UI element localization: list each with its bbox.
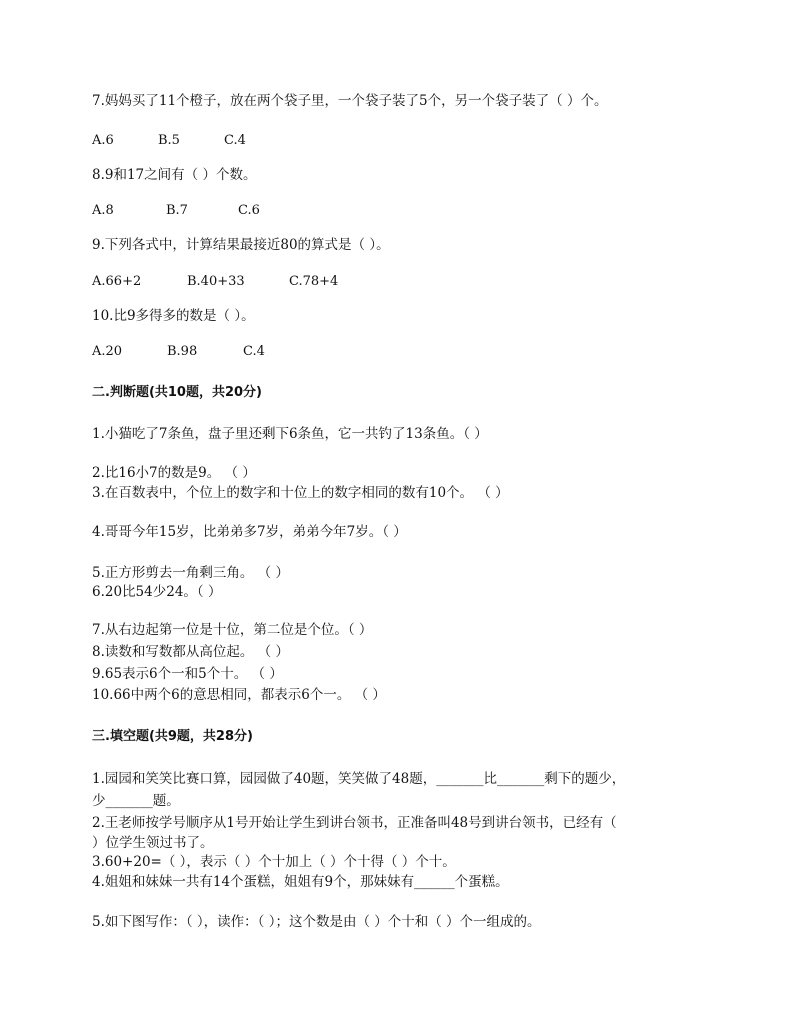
q10-option-b: B.98 — [167, 344, 198, 359]
judge-item-3: 3.在百数表中，个位上的数字和十位上的数字相同的数有10个。 （ ） — [92, 485, 509, 501]
judge-item-7: 7.从右边起第一位是十位，第二位是个位。（ ） — [92, 622, 373, 638]
section-fill-title: 三.填空题(共9题，共28分) — [92, 729, 253, 744]
question-10: 10.比9多得多的数是（ ）。 — [92, 308, 255, 324]
q7-option-b: B.5 — [158, 133, 180, 148]
q9-option-b: B.40+33 — [187, 274, 245, 289]
section-judge-title: 二.判断题(共10题，共20分) — [92, 385, 263, 400]
judge-item-10: 10.66中两个6的意思相同，都表示6个一。 （ ） — [92, 687, 386, 703]
judge-item-8: 8.读数和写数都从高位起。 （ ） — [92, 644, 289, 660]
fill-item-2: 2.王老师按学号顺序从1号开始让学生到讲台领书，正准备叫48号到讲台领书，已经有（ — [92, 815, 617, 831]
judge-item-9: 9.65表示6个一和5个十。 （ ） — [92, 666, 283, 682]
question-8: 8.9和17之间有（ ）个数。 — [92, 167, 257, 183]
fill-item-1: 1.园园和笑笑比赛口算，园园做了40题，笑笑做了48题，_______比_______剩下的题少， — [92, 771, 626, 787]
judge-item-6: 6.20比54少24。（ ） — [92, 584, 222, 600]
q9-option-c: C.78+4 — [289, 274, 339, 289]
fill-item-3: 3.60+20=（ ），表示（ ）个十加上（ ）个十得（ ）个十。 — [92, 854, 456, 870]
q9-option-a: A.66+2 — [92, 274, 142, 289]
fill-item-2-cont: ）位学生领过书了。 — [92, 835, 214, 851]
q7-option-c: C.4 — [224, 133, 246, 148]
judge-item-5: 5.正方形剪去一角剩三角。 （ ） — [92, 565, 289, 581]
fill-item-5: 5.如下图写作：（ ），读作：（ ）；这个数是由（ ）个十和（ ）个一组成的。 — [92, 914, 541, 930]
question-7: 7.妈妈买了11个橙子，放在两个袋子里，一个袋子装了5个，另一个袋子装了（ ）个。 — [92, 93, 608, 109]
fill-item-4: 4.姐姐和妹妹一共有14个蛋糕，姐姐有9个，那妹妹有______个蛋糕。 — [92, 874, 509, 890]
q7-option-a: A.6 — [92, 133, 114, 148]
judge-item-1: 1.小猫吃了7条鱼，盘子里还剩下6条鱼，它一共钓了13条鱼。（ ） — [92, 426, 488, 442]
q10-option-c: C.4 — [243, 344, 265, 359]
q8-option-a: A.8 — [92, 203, 114, 218]
question-9: 9.下列各式中，计算结果最接近80的算式是（ ）。 — [92, 237, 390, 253]
q10-option-a: A.20 — [92, 344, 123, 359]
judge-item-2: 2.比16小7的数是9。 （ ） — [92, 465, 256, 481]
q8-option-c: C.6 — [238, 203, 260, 218]
judge-item-4: 4.哥哥今年15岁，比弟弟多7岁，弟弟今年7岁。（ ） — [92, 524, 407, 540]
q8-option-b: B.7 — [166, 203, 188, 218]
fill-item-1-cont: 少_______题。 — [92, 793, 180, 809]
